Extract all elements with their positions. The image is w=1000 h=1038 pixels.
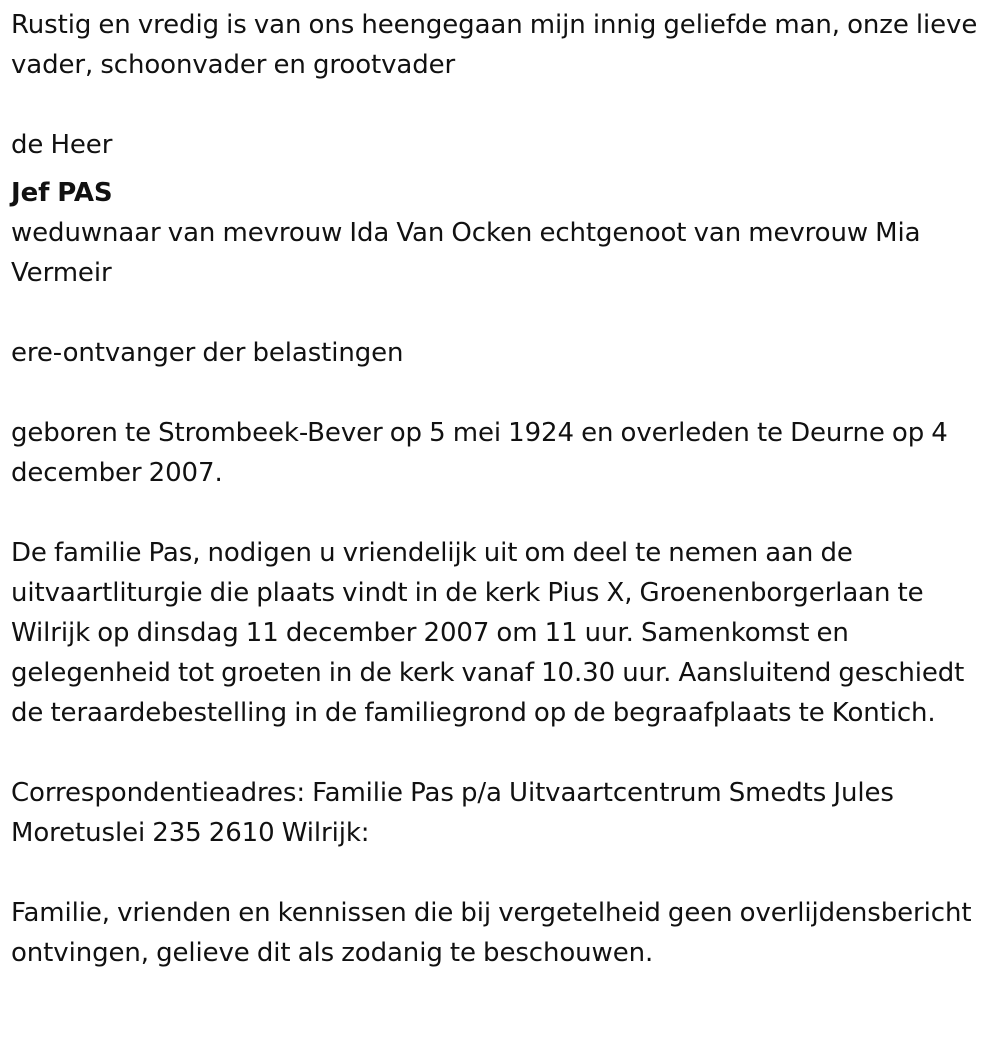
spacer: [11, 293, 993, 333]
spacer: [11, 733, 993, 773]
spacer: [11, 493, 993, 533]
closing-text: Familie, vrienden en kennissen die bij vergetelheid geen overlijdensbericht ontvingen, gelieve dit als zodanig te beschouwen.: [11, 898, 972, 968]
invitation-text: De familie Pas, nodigen u vriendelijk uit om deel te nemen aan de uitvaartliturgie die plaats vindt in de kerk Pius X, Groenenborgerlaan te Wilrijk op dinsdag 11 december 2007 om 11 uur. Samenkomst en gelegenheid tot groeten in de kerk vanaf 10.30 uur. Aansluitend geschiedt de teraardebestelling in de familiegrond op de begraafplaats te Kontich.: [11, 538, 965, 728]
correspondence-address: Correspondentieadres: Familie Pas p/a Uitvaartcentrum Smedts Jules Moretuslei 235 2610 Wilrijk:: [11, 778, 894, 848]
birth-death-text: geboren te Strombeek-Bever op 5 mei 1924 en overleden te Deurne op 4 december 2007.: [11, 418, 948, 488]
spacer: [11, 85, 993, 125]
spacer: [11, 853, 993, 893]
intro-text: Rustig en vredig is van ons heengegaan mijn innig geliefde man, onze lieve vader, schoonvader en grootvader: [11, 10, 978, 80]
honorific: de Heer: [11, 130, 113, 160]
spacer: [11, 373, 993, 413]
professional-title: ere-ontvanger der belastingen: [11, 338, 404, 368]
obituary-notice: [11, 5, 993, 973]
relation-text: weduwnaar van mevrouw Ida Van Ocken echtgenoot van mevrouw Mia Vermeir: [11, 218, 921, 288]
deceased-name: Jef PAS: [11, 178, 113, 208]
